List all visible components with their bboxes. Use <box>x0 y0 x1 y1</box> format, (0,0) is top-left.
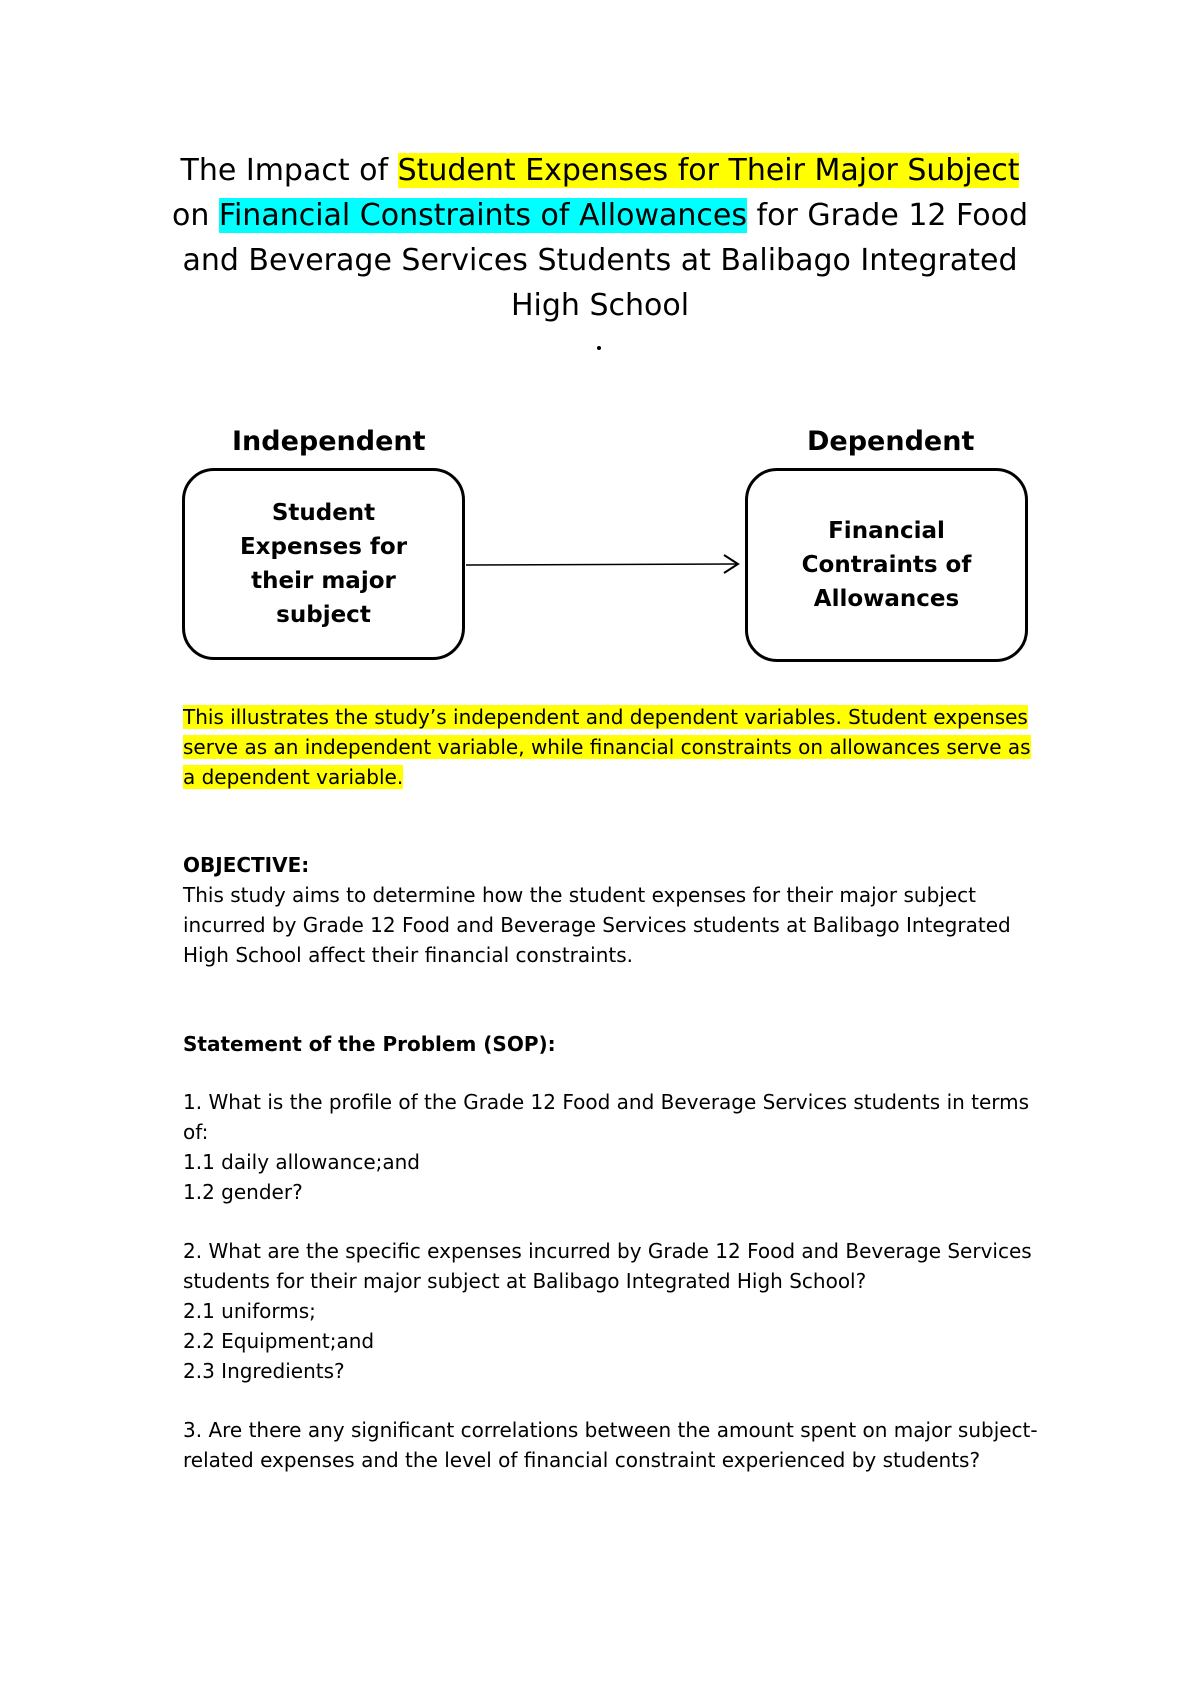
decorative-dot <box>597 346 601 350</box>
sop-item: 2.2 Equipment;and <box>183 1329 375 1353</box>
sop-section <box>183 1029 1043 1475</box>
title-highlight-independent: Student Expenses for Their Major Subject <box>397 153 1020 188</box>
sop-item: 2.1 uniforms; <box>183 1299 316 1323</box>
title-part-1: The Impact of <box>180 153 398 188</box>
sop-question-1: 1. What is the profile of the Grade 12 Food and Beverage Services students in terms of: <box>183 1090 1030 1144</box>
sop-question-2: 2. What are the specific expenses incurred by Grade 12 Food and Beverage Services students for their major subject at Balibago Integrated High School? <box>183 1239 1032 1293</box>
dependent-box-text: Financial Contraints of Allowances <box>801 518 972 612</box>
diagram-caption <box>183 702 1033 792</box>
title-highlight-dependent: Financial Constraints of Allowances <box>218 198 748 233</box>
sop-item: 2.3 Ingredients? <box>183 1359 345 1383</box>
caption-text: This illustrates the study’s independent and dependent variables. Student expenses serve as an independent variable, while financial constraints on allowances serve as a dependent variable. <box>183 705 1031 789</box>
objective-section <box>183 850 1043 970</box>
document-title <box>150 148 1050 328</box>
sop-item: 1.1 daily allowance;and <box>183 1150 420 1174</box>
objective-text: This study aims to determine how the student expenses for their major subject incurred by Grade 12 Food and Beverage Services students at Balibago Integrated High School affect their financial constraints. <box>183 883 1011 967</box>
independent-label: Independent <box>232 426 426 457</box>
independent-box-text: Student Expenses for their major subject <box>239 500 408 628</box>
dependent-variable-box <box>745 468 1028 662</box>
dependent-label: Dependent <box>807 426 975 457</box>
independent-variable-box <box>182 468 465 660</box>
sop-item: 1.2 gender? <box>183 1180 303 1204</box>
title-part-3: for Grade 12 Food and Beverage Services Students at Balibago Integrated High School <box>182 198 1028 323</box>
objective-heading: OBJECTIVE: <box>183 853 310 877</box>
sop-question-3: 3. Are there any significant correlations between the amount spent on major subject-related expenses and the level of financial constraint experienced by students? <box>183 1418 1038 1472</box>
title-part-2: on <box>171 198 219 233</box>
sop-heading: Statement of the Problem (SOP): <box>183 1032 556 1056</box>
arrow-connector <box>466 551 746 577</box>
